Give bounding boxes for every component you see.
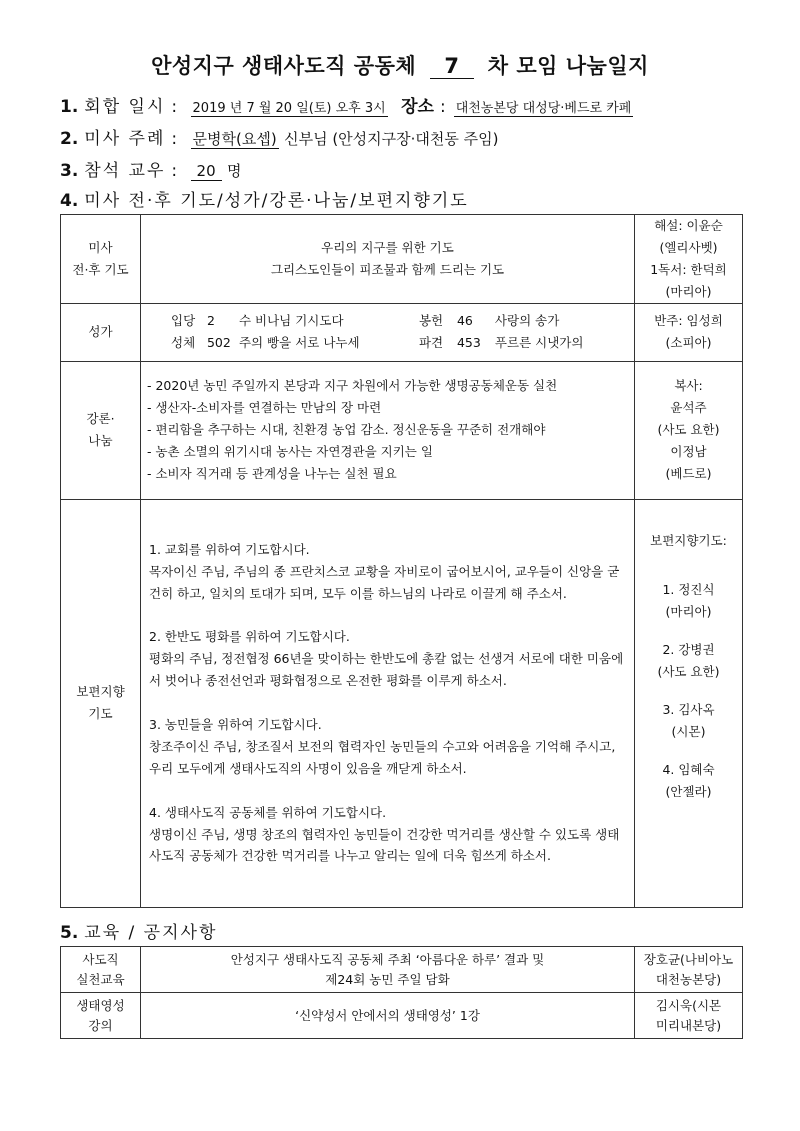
hymn-row <box>61 303 743 361</box>
hymn-side <box>635 303 743 361</box>
sermon-row <box>61 361 743 499</box>
lecturer-parish: 미리내본당) <box>655 1017 722 1033</box>
reader: 1독서: 한덕희 <box>650 261 727 277</box>
intention-body: 평화의 주님, 정전협정 66년을 맞이하는 한반도에 총칼 없는 선생겨 서로에 대한 미움에서 벗어나 종전선언과 평화협정으로 온전한 평화를 이루게 하소서. <box>149 651 624 689</box>
sermon-point: - 편리함을 추구하는 시대, 친환경 농업 감소. 정신운동을 꾸준히 전개해야 <box>147 422 546 438</box>
education-line: 안성지구 생태사도직 공동체 주최 ‘아름다운 하루’ 결과 및 <box>230 951 545 967</box>
title-suffix: 차 모임 나눔일지 <box>487 54 649 78</box>
reader-name: (마리아) <box>665 283 712 299</box>
attendance-count: 20 <box>191 162 222 181</box>
education-label: 사도직 실천교육 <box>61 947 141 993</box>
intention-heading: 2. 한반도 평화를 위하여 기도합시다. <box>149 629 350 645</box>
attendance-label: 참석 교우 <box>84 161 166 181</box>
lecturer: 김시욱(시몬 <box>655 997 722 1013</box>
server-baptismal: (베드로) <box>665 465 712 481</box>
sermon-point: - 2020년 농민 주일까지 본당과 지구 차원에서 가능한 생명공동체운동 실천 <box>147 378 558 394</box>
prayer-line: 그리스도인들이 피조물과 함께 드리는 기도 <box>270 261 505 277</box>
hymn-number: 453 <box>456 335 481 350</box>
place-label: 장소 <box>401 97 434 117</box>
meeting-number: 1. <box>60 97 79 117</box>
page-title <box>0 50 800 80</box>
liturgy-table <box>60 214 743 908</box>
hymn-label: 성가 <box>61 303 141 361</box>
universal-prayer-row <box>61 499 743 907</box>
section5-number: 5. <box>60 923 79 943</box>
organist: 반주: 임성희 <box>654 313 723 329</box>
education-side <box>635 993 743 1039</box>
section5-heading <box>60 918 217 943</box>
prayer-content <box>141 215 635 304</box>
lecturer: 장호균(나비아노 <box>643 951 734 967</box>
intention-body: 목자이신 주님, 주님의 종 프란치스코 교황을 자비로이 굽어보시어, 교우들이 신앙을 굳건히 하고, 일치의 토대가 되며, 모두 이를 하느님의 나라로 이끌게 해 주소서. <box>149 563 620 601</box>
hymn-part: 성체 <box>171 335 196 350</box>
prayer-label: 미사 전·후 기도 <box>61 215 141 304</box>
intention-heading: 1. 교회를 위하여 기도합시다. <box>149 541 310 557</box>
prayer-line: 우리의 지구를 위한 기도 <box>321 239 454 255</box>
universal-side <box>635 499 743 907</box>
reader-baptismal: (안젤라) <box>665 783 712 799</box>
intention-body: 생명이신 주님, 생명 창조의 협력자인 농민들이 건강한 먹거리를 생산할 수 있도록 생태사도직 공동체가 건강한 먹거리를 나누고 알리는 일에 더욱 힘쓰게 하소서. <box>149 826 620 864</box>
commentator: 해설: 이윤순 <box>654 218 723 233</box>
server-label: 복사: <box>674 378 703 394</box>
education-table <box>60 946 743 1039</box>
education-row <box>61 993 743 1039</box>
hymn-number: 502 <box>206 335 231 350</box>
server-baptismal: (사도 요한) <box>657 422 720 438</box>
hymn-number: 2 <box>206 313 215 329</box>
reader-name: 3. 김사옥 <box>662 701 715 717</box>
section4-title: 미사 전·후 기도/성가/강론·나눔/보편지향기도 <box>84 191 469 211</box>
hymn-number: 46 <box>456 313 473 329</box>
hymn-title: 사랑의 송가 <box>494 313 560 329</box>
education-row <box>61 947 743 993</box>
education-label: 생태영성 강의 <box>61 993 141 1039</box>
section4-number: 4. <box>60 191 79 211</box>
attendance-number: 3. <box>60 161 79 181</box>
reader-name: 4. 임혜숙 <box>662 761 715 777</box>
reader-name: 2. 강병권 <box>662 642 715 658</box>
reader-entry <box>635 699 742 743</box>
education-line: ‘신약성서 안에서의 생태영성’ 1강 <box>295 1007 480 1023</box>
attendance-unit: 명 <box>227 162 242 180</box>
sermon-point: - 농촌 소멸의 위기시대 농사는 자연경관을 지키는 일 <box>147 443 433 459</box>
education-side <box>635 947 743 993</box>
title-number: 7 <box>430 54 474 79</box>
prayer-side <box>635 215 743 304</box>
sermon-side <box>635 361 743 499</box>
section4-heading <box>60 186 469 211</box>
hymn-line <box>141 332 634 354</box>
meeting-row: 1. 회합 일시 : 2019 년 7 월 20 일(토) 오후 3시 장소 : 대천농본당 대성당·베드로 카페 <box>60 97 632 117</box>
hymn-part: 입당 <box>171 313 196 329</box>
meeting-label: 회합 일시 <box>84 97 166 117</box>
education-content <box>141 947 635 993</box>
meeting-place: 대천농본당 대성당·베드로 카페 <box>455 101 632 116</box>
sermon-label: 강론· 나눔 <box>61 361 141 499</box>
reader-name: 1. 정진식 <box>662 582 715 598</box>
universal-content <box>141 499 635 907</box>
meeting-date: 2019 년 7 월 20 일(토) 오후 3시 <box>192 101 386 116</box>
hymn-part: 봉헌 <box>418 313 444 329</box>
reader-entry <box>635 639 742 683</box>
reader-entry <box>635 579 742 623</box>
intention-list <box>141 529 634 878</box>
server-name: 이정남 <box>670 443 707 459</box>
hymn-title: 수 비나님 기시도다 <box>238 313 344 329</box>
title-prefix: 안성지구 생태사도직 공동체 <box>151 54 417 78</box>
intention-heading: 3. 농민들을 위하여 기도합시다. <box>149 717 322 732</box>
prayer-row <box>61 215 743 304</box>
universal-label: 보편지향 기도 <box>61 499 141 907</box>
hymn-line <box>141 310 634 332</box>
sermon-content <box>141 361 635 499</box>
section5-title: 교육 / 공지사항 <box>84 923 218 943</box>
attendance-row: 3. 참석 교우 : 20 명 <box>60 161 242 181</box>
organist-name: (소피아) <box>665 335 712 350</box>
lecturer-parish: 대천농본당) <box>655 971 722 987</box>
hymn-title: 주의 빵을 서로 나누세 <box>238 335 360 350</box>
hymn-content <box>141 303 635 361</box>
server-name: 윤석주 <box>670 400 707 416</box>
intention-heading: 4. 생태사도직 공동체를 위하여 기도합시다. <box>149 804 387 820</box>
reader-entry <box>635 759 742 803</box>
sermon-point: - 생산자-소비자를 연결하는 만남의 장 마련 <box>147 400 382 416</box>
mass-row: 2. 미사 주례 : 문병학(요셉) 신부님 (안성지구장·대천동 주임) <box>60 129 499 149</box>
education-line: 제24회 농민 주일 담화 <box>325 971 450 987</box>
reader-baptismal: (시몬) <box>671 723 706 739</box>
sermon-point: - 소비자 직거래 등 관계성을 나누는 실천 필요 <box>147 465 397 481</box>
commentator-name: (엘리사벳) <box>659 239 718 255</box>
mass-priest-suffix: 신부님 (안성지구장·대천동 주임) <box>284 130 499 148</box>
hymn-title: 푸르른 시냇가의 <box>494 335 584 350</box>
mass-label: 미사 주례 <box>84 129 166 149</box>
mass-number: 2. <box>60 129 79 149</box>
education-content <box>141 993 635 1039</box>
universal-side-title: 보편지향기도: <box>650 532 727 548</box>
intention-body: 창조주이신 주님, 창조질서 보전의 협력자인 농민들의 수고와 어려움을 기억해 주시고, 우리 모두에게 생태사도직의 사명이 있음을 깨닫게 하소서. <box>149 738 616 776</box>
reader-baptismal: (사도 요한) <box>657 664 720 679</box>
reader-baptismal: (마리아) <box>665 604 712 620</box>
hymn-part: 파견 <box>418 335 444 350</box>
mass-priest: 문병학(요셉) <box>192 130 277 148</box>
